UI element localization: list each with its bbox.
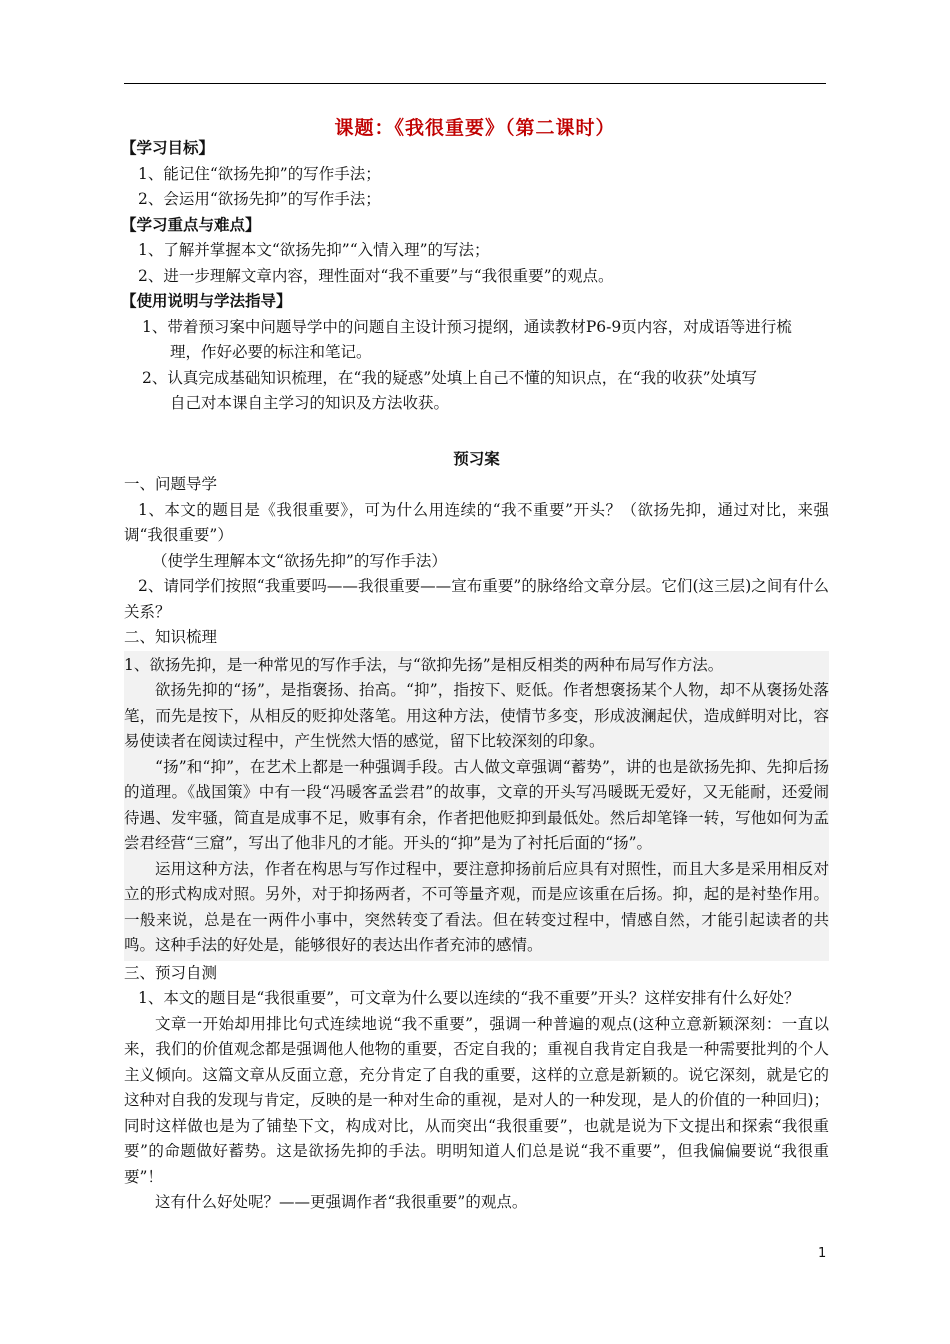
preview-heading: 预习案 (453, 449, 500, 468)
instruction-item-1 (124, 315, 829, 366)
key-points-heading: 【学习重点与难点】 (121, 215, 261, 234)
knowledge-block (124, 651, 829, 961)
page-title: 课题：《我很重要》（第二课时） (334, 117, 616, 139)
page-number: 1 (818, 1246, 827, 1261)
part1-question-2: 2、请同学们按照“我重要吗——我很重要——宣布重要”的脉络给文章分层。它们(这三层)之间有什么关系？ (124, 577, 829, 621)
key-point-item: 2、进一步理解文章内容，理性面对“我不重要”与“我很重要”的观点。 (138, 266, 614, 285)
instruction-item-2 (124, 366, 829, 417)
instruction-line: 2、认真完成基础知识梳理，在“我的疑惑”处填上自己不懂的知识点，在“我的收获”处填写 (142, 368, 758, 387)
key-point-item: 1、了解并掌握本文“欲扬先抑”“入情入理”的写法； (138, 241, 490, 259)
knowledge-paragraph: 1、欲扬先抑，是一种常见的写作手法，与“欲抑先扬”是相反相类的两种布局写作方法。 (124, 655, 724, 674)
part3-answer-1: 文章一开始却用排比句式连续地说“我不重要”，强调一种普遍的观点(这种立意新颖深刻：一直以来，我们的价值观念都是强调他人他物的重要，否定自我的；重视自我肯定自我是一种需要批判的个人主义倾向。这篇文章从反面立意，充分肯定了自我的重要，这样的立意是新颖的。说它深刻，就是它的这种对自我的发现与肯定，反映的是一种对生命的重视，是对人的一种发现，是人的价值的一种回归)；同时这样做也是为了铺垫下文，构成对比，从而突出“我很重要”，也就是说为下文提出和探索“我很重要”的命题做好蓄势。这是欲扬先抑的手法。明明知道人们总是说“我不重要”，但我偏偏要说“我很重要”！ (124, 1014, 829, 1186)
knowledge-paragraph: 运用这种方法，作者在构思与写作过程中，要注意抑扬前后应具有对照性，而且大多是采用相反对立的形式构成对照。另外，对于抑扬两者，不可等量齐观，而是应该重在后扬。抑，起的是衬垫作用。一般来说，总是在一两件小事中，突然转变了看法。但在转变过程中，情感自然，才能引起读者的共鸣。这种手法的好处是，能够很好的表达出作者充沛的感情。 (124, 859, 829, 954)
header-rule (124, 83, 826, 84)
part2-heading: 二、知识梳理 (124, 628, 218, 646)
part1-heading: 一、问题导学 (124, 475, 218, 493)
objectives-heading: 【学习目标】 (121, 139, 215, 157)
spacer (124, 417, 829, 447)
instruction-line: 自己对本课自主学习的知识及方法收获。 (170, 394, 450, 412)
objective-item: 1、能记住“欲扬先抑”的写作手法； (138, 164, 381, 183)
part3-heading: 三、预习自测 (124, 963, 218, 982)
knowledge-paragraph: 欲扬先抑的“扬”，是指褒扬、抬高。“抑”，指按下、贬低。作者想褒扬某个人物，却不从褒扬处落笔，而先是按下，从相反的贬抑处落笔。用这种方法，使情节多变，形成波澜起伏，造成鲜明对比，容易使读者在阅读过程中，产生恍然大悟的感觉，留下比较深刻的印象。 (124, 681, 829, 750)
part1-question-1-note: （使学生理解本文“欲扬先抑”的写作手法） (152, 551, 447, 570)
instruction-line: 理，作好必要的标注和笔记。 (170, 343, 372, 361)
document-body (121, 136, 829, 1216)
objective-item: 2、会运用“欲扬先抑”的写作手法； (138, 190, 381, 208)
instructions-heading: 【使用说明与学法指导】 (121, 292, 292, 310)
part3-question-1: 1、本文的题目是“我很重要”，可文章为什么要以连续的“我不重要”开头？这样安排有什么好处？ (138, 989, 800, 1007)
knowledge-paragraph: “扬”和“抑”，在艺术上都是一种强调手段。古人做文章强调“蓄势”，讲的也是欲扬先抑、先抑后扬的道理。《战国策》中有一段“冯暖客孟尝君”的故事，文章的开头写冯暖既无爱好，又无能耐，还爱闹待遇、发牢骚，简直是成事不足，败事有余，作者把他贬抑到最低处。然后却笔锋一转，写他如何为孟尝君经营“三窟”，写出了他非凡的才能。开头的“抑”是为了衬托后面的“扬”。 (124, 757, 829, 852)
part3-answer-2: 这有什么好处呢？——更强调作者“我很重要”的观点。 (155, 1193, 528, 1211)
instruction-line: 1、带着预习案中问题导学中的问题自主设计预习提纲，通读教材P6-9页内容，对成语等进行梳 (142, 317, 792, 336)
part1-question-1: 1、本文的题目是《我很重要》，可为什么用连续的“我不重要”开头？（欲扬先抑，通过对比，来强调“我很重要”） (124, 500, 829, 544)
